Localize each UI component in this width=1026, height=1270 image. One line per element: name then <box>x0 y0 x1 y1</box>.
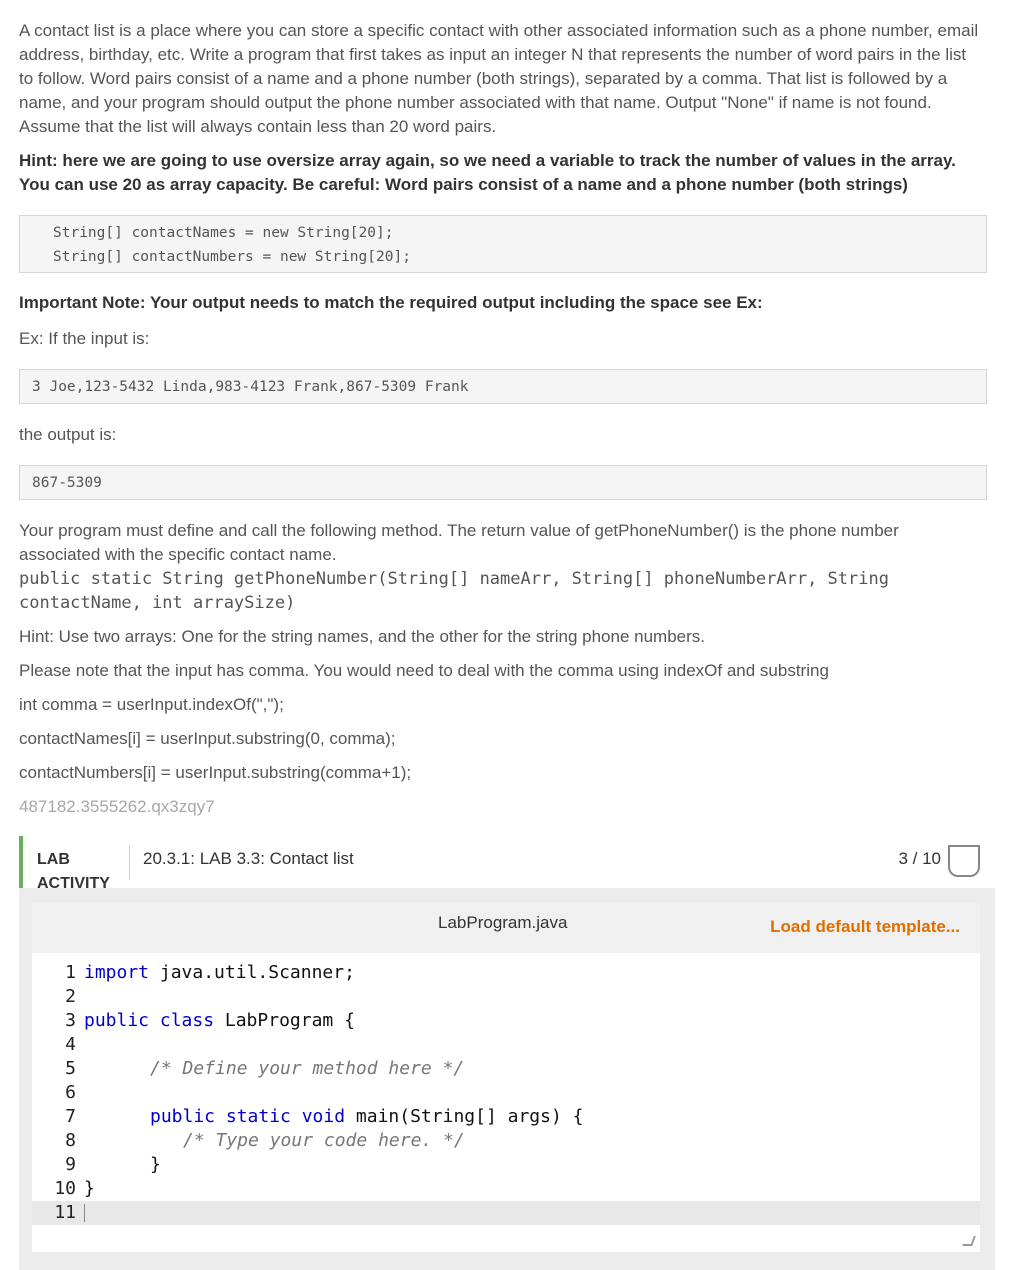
code-line[interactable] <box>32 1105 980 1129</box>
tracking-id: 487182.3555262.qx3zqy7 <box>19 797 215 816</box>
code-text <box>84 1009 355 1033</box>
code-comment: /* Type your code here. */ <box>183 1130 465 1151</box>
names-code-line: contactNames[i] = userInput.substring(0, comma); <box>19 729 396 748</box>
hint-oversize-array: Hint: here we are going to use oversize array again, so we need a variable to track the number of values in the array. You can use 20 as array capacity. Be careful: Word pairs consist of a name and a phone number (both strings) <box>19 151 956 194</box>
example-output-label: the output is: <box>19 425 117 444</box>
code-line[interactable] <box>32 1129 980 1153</box>
lab-header <box>19 836 995 892</box>
code-token: LabProgram { <box>214 1010 355 1031</box>
problem-description: A contact list is a place where you can store a specific contact with other associated information such as a phone number, email address, birthday, etc. Write a program that first takes as input an integer N that represents the number of word pairs in the list to follow. Word pairs consist of a name and a phone number (both strings), separated by a comma. That list is followed by a name, and your program should output the phone number associated with that name. Output "None" if name is not found. Assume that the list will always contain less than 20 word pairs. <box>19 21 979 136</box>
code-text <box>150 1105 584 1129</box>
code-text <box>183 1129 465 1153</box>
line-number: 4 <box>65 1034 76 1055</box>
example-output: 867-5309 <box>32 475 102 491</box>
lab-score: 3 / 10 <box>898 849 941 868</box>
code-token: main(String[] args) { <box>345 1106 584 1127</box>
code-text <box>150 1057 464 1081</box>
line-number: 2 <box>65 986 76 1007</box>
code-text: } <box>84 1178 95 1199</box>
important-note: Important Note: Your output needs to match the required output including the space see Ex: <box>19 293 763 312</box>
line-number: 8 <box>65 1130 76 1151</box>
comma-note: Please note that the input has comma. You would need to deal with the comma using indexOf and substring <box>19 661 829 680</box>
line-number: 6 <box>65 1082 76 1103</box>
text-cursor <box>84 1201 85 1225</box>
keyword: public static void <box>150 1106 346 1127</box>
code-line: String[] contactNumbers = new String[20]; <box>53 249 411 265</box>
line-number: 10 <box>54 1178 76 1199</box>
array-declaration-code <box>19 215 987 273</box>
keyword: public class <box>84 1010 215 1031</box>
hint-two-arrays: Hint: Use two arrays: One for the string names, and the other for the string phone numbers. <box>19 627 706 646</box>
example-input-label: Ex: If the input is: <box>19 329 150 348</box>
line-number: 7 <box>65 1106 76 1127</box>
code-text: } <box>150 1154 161 1175</box>
code-line[interactable] <box>32 1153 980 1177</box>
example-output-box <box>19 465 987 500</box>
editor-filename: LabProgram.java <box>438 913 568 932</box>
resize-handle-icon[interactable] <box>962 1236 976 1246</box>
example-input-box <box>19 369 987 404</box>
active-code-line[interactable] <box>32 1201 980 1225</box>
lab-activity-label: LAB ACTIVITY <box>37 851 110 892</box>
code-line[interactable] <box>32 1081 980 1105</box>
header-divider <box>129 846 130 880</box>
completion-badge-icon <box>948 845 980 877</box>
code-line[interactable] <box>32 961 980 985</box>
line-number: 3 <box>65 1010 76 1031</box>
lab-title: 20.3.1: LAB 3.3: Contact list <box>143 849 354 868</box>
numbers-code-line: contactNumbers[i] = userInput.substring(comma+1); <box>19 763 412 782</box>
line-number: 11 <box>32 1201 76 1225</box>
method-signature-line-1: public static String getPhoneNumber(String[] nameArr, String[] phoneNumberArr, String <box>19 569 889 589</box>
editor-header <box>32 903 980 953</box>
code-line[interactable] <box>32 1057 980 1081</box>
code-line[interactable] <box>32 1009 980 1033</box>
code-line[interactable] <box>32 1177 980 1201</box>
method-description: Your program must define and call the following method. The return value of getPhoneNumber() is the phone number associated with the specific contact name. <box>19 521 899 564</box>
line-number: 9 <box>65 1154 76 1175</box>
code-token: java.util.Scanner; <box>149 962 355 983</box>
code-text <box>84 961 355 985</box>
code-editor[interactable] <box>32 903 980 1252</box>
load-default-template-button[interactable]: Load default template... <box>770 917 960 936</box>
comma-code-line: int comma = userInput.indexOf(","); <box>19 695 284 714</box>
lab-accent-bar <box>19 836 23 888</box>
editor-code-area[interactable] <box>32 961 980 1225</box>
code-line: String[] contactNames = new String[20]; <box>53 225 394 241</box>
code-line[interactable] <box>32 1033 980 1057</box>
lab-activity <box>19 836 995 1270</box>
method-signature-line-2: contactName, int arraySize) <box>19 593 296 613</box>
example-input: 3 Joe,123-5432 Linda,983-4123 Frank,867-5309 Frank <box>32 379 469 395</box>
code-comment: /* Define your method here */ <box>150 1058 465 1079</box>
line-number: 5 <box>65 1058 76 1079</box>
line-number: 1 <box>65 962 76 983</box>
keyword: import <box>84 962 150 983</box>
code-line[interactable] <box>32 985 980 1009</box>
